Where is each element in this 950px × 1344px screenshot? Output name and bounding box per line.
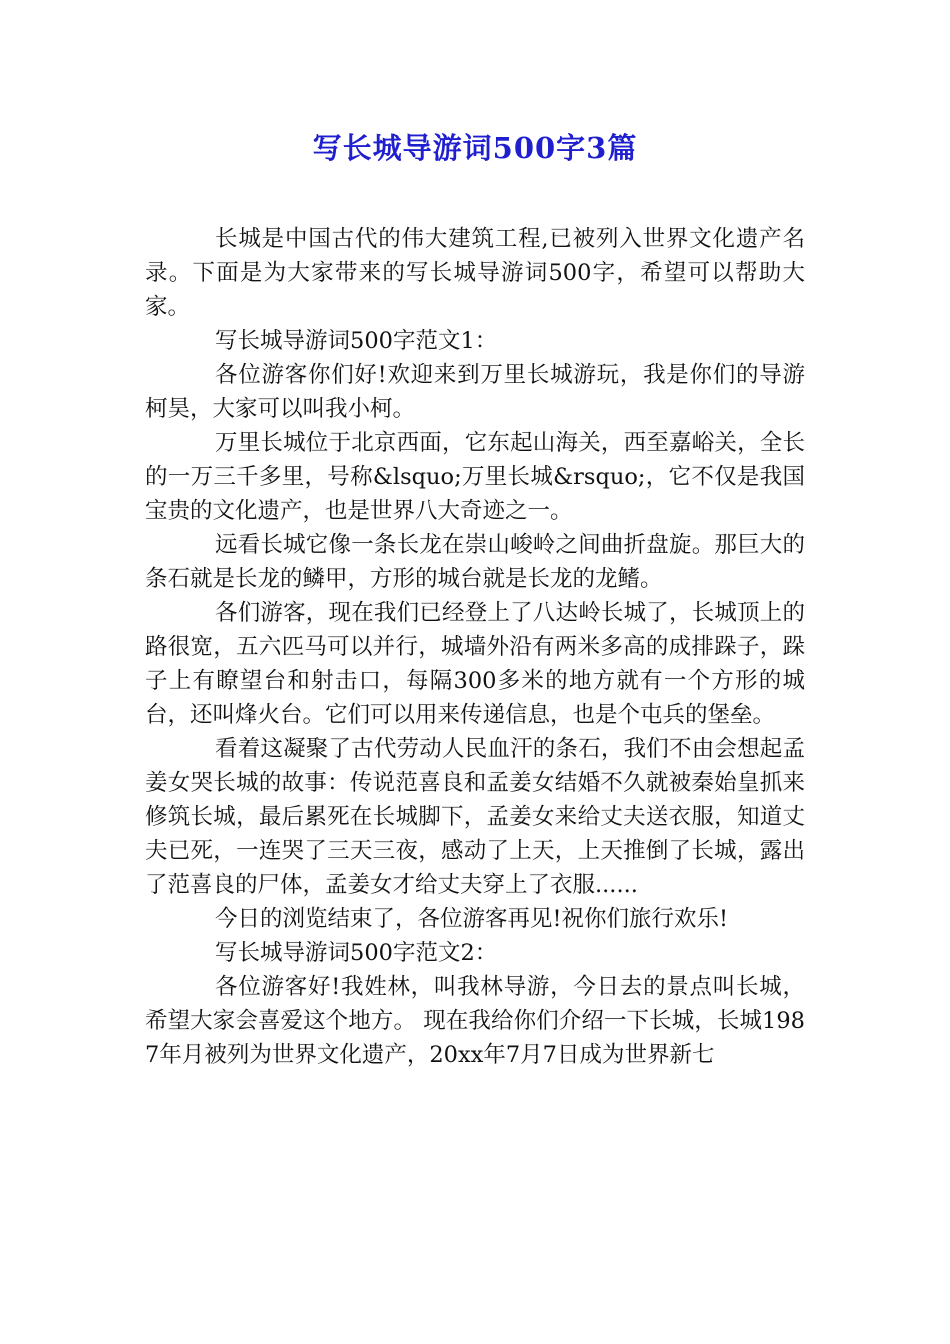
paragraph-greeting: 各位游客你们好!欢迎来到万里长城游玩，我是你们的导游柯昊，大家可以叫我小柯。: [145, 362, 805, 422]
paragraph-location: 万里长城位于北京西面，它东起山海关，西至嘉峪关，全长的一万三千多里，号称&lsquo;万里长城&rsquo;，它不仅是我国宝贵的文化遗产，也是世界八大奇迹之一。: [145, 430, 805, 524]
paragraph-distant-view: 远看长城它像一条长龙在崇山峻岭之间曲折盘旋。那巨大的条石就是长龙的鳞甲，方形的城台就是长龙的龙鳍。: [145, 532, 805, 592]
paragraph-heading-sample-2: 写长城导游词500字范文2：: [215, 940, 498, 966]
paragraph-intro: 长城是中国古代的伟大建筑工程,已被列入世界文化遗产名录。下面是为大家带来的写长城导游词500字，希望可以帮助大家。: [145, 226, 805, 320]
document-title: 写长城导游词500字3篇: [312, 131, 638, 165]
paragraph-heading-sample-1: 写长城导游词500字范文1：: [215, 328, 498, 354]
paragraph-sample-2-intro: 各位游客好!我姓林，叫我林导游，今日去的景点叫长城，希望大家会喜爱这个地方。 现在我给你们介绍一下长城，长城1987年月被列为世界文化遗产，20xx年7月7日成为世界新七: [145, 974, 805, 1068]
paragraph-badaling: 各们游客，现在我们已经登上了八达岭长城了，长城顶上的路很宽，五六匹马可以并行，城墙外沿有两米多高的成排跺子，跺子上有瞭望台和射击口，每隔300多米的地方就有一个方形的城台，还叫烽火台。它们可以用来传递信息，也是个屯兵的堡垒。: [145, 600, 805, 728]
paragraph-meng-jiangnu: 看着这凝聚了古代劳动人民血汗的条石，我们不由会想起孟姜女哭长城的故事：传说范喜良和孟姜女结婚不久就被秦始皇抓来修筑长城，最后累死在长城脚下，孟姜女来给丈夫送衣服，知道丈夫已死，一连哭了三天三夜，感动了上天，上天推倒了长城，露出了范喜良的尸体，孟姜女才给丈夫穿上了衣服......: [145, 736, 805, 898]
paragraph-farewell: 今日的浏览结束了，各位游客再见!祝你们旅行欢乐!: [215, 906, 729, 932]
document-body: [145, 222, 805, 1072]
